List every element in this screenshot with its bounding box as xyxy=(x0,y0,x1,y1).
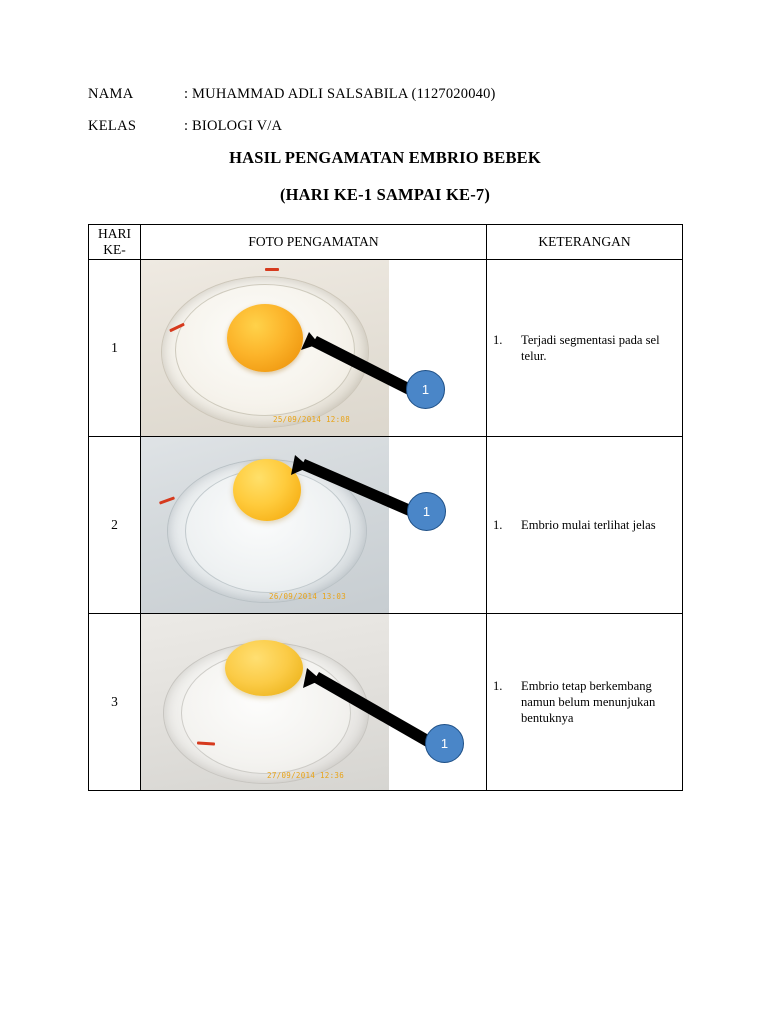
class-label: KELAS xyxy=(88,117,137,134)
photo-timestamp: 25/09/2014 12:08 xyxy=(273,415,351,424)
note-number: 1. xyxy=(493,678,503,693)
note-number: 1. xyxy=(493,517,503,532)
note-cell xyxy=(487,437,683,614)
name-value: : MUHAMMAD ADLI SALSABILA (1127020040) xyxy=(184,86,496,102)
note-list xyxy=(487,678,682,726)
table-body xyxy=(89,260,683,791)
photo-timestamp: 26/09/2014 13:03 xyxy=(269,592,347,601)
table-row xyxy=(89,260,683,437)
note-item xyxy=(487,517,682,533)
day-number-cell: 1 xyxy=(89,260,141,437)
callout-badge: 1 xyxy=(425,724,464,763)
note-text: Terjadi segmentasi pada sel telur. xyxy=(521,332,660,363)
photo-cell xyxy=(141,260,487,437)
observation-table xyxy=(88,224,683,791)
note-list xyxy=(487,332,682,364)
table-row xyxy=(89,437,683,614)
column-header-photo: FOTO PENGAMATAN xyxy=(141,225,487,260)
page-subtitle: (HARI KE-1 SAMPAI KE-7) xyxy=(279,185,491,204)
class-value: : BIOLOGI V/A xyxy=(184,117,283,134)
column-header-day-line2: KE- xyxy=(103,242,126,257)
column-header-note: KETERANGAN xyxy=(487,225,683,260)
note-cell xyxy=(487,260,683,437)
student-class-row xyxy=(88,116,688,138)
note-list xyxy=(487,517,682,533)
photo-timestamp: 27/09/2014 12:36 xyxy=(267,771,345,780)
callout-badge: 1 xyxy=(407,492,446,531)
student-info-block xyxy=(88,84,688,148)
note-cell xyxy=(487,614,683,791)
page-title: HASIL PENGAMATAN EMBRIO BEBEK xyxy=(229,148,541,167)
column-header-day-line1: HARI xyxy=(98,226,131,242)
note-number: 1. xyxy=(493,332,503,347)
table-header xyxy=(89,225,683,260)
day-number-cell: 2 xyxy=(89,437,141,614)
name-label: NAMA xyxy=(88,86,134,102)
note-item xyxy=(487,678,682,726)
column-header-day xyxy=(89,225,141,260)
note-item xyxy=(487,332,682,364)
note-text: Embrio mulai terlihat jelas xyxy=(521,517,656,532)
student-name-row xyxy=(88,84,688,106)
table-row xyxy=(89,614,683,791)
day-number-cell: 3 xyxy=(89,614,141,791)
photo-cell xyxy=(141,614,487,791)
photo-cell xyxy=(141,437,487,614)
table-header-row xyxy=(89,225,683,260)
note-text: Embrio tetap berkembang namun belum menunjukan bentuknya xyxy=(521,678,656,726)
callout-badge: 1 xyxy=(406,370,445,409)
annotation-arrow-3 xyxy=(141,614,487,790)
annotation-arrow-1 xyxy=(141,260,487,436)
